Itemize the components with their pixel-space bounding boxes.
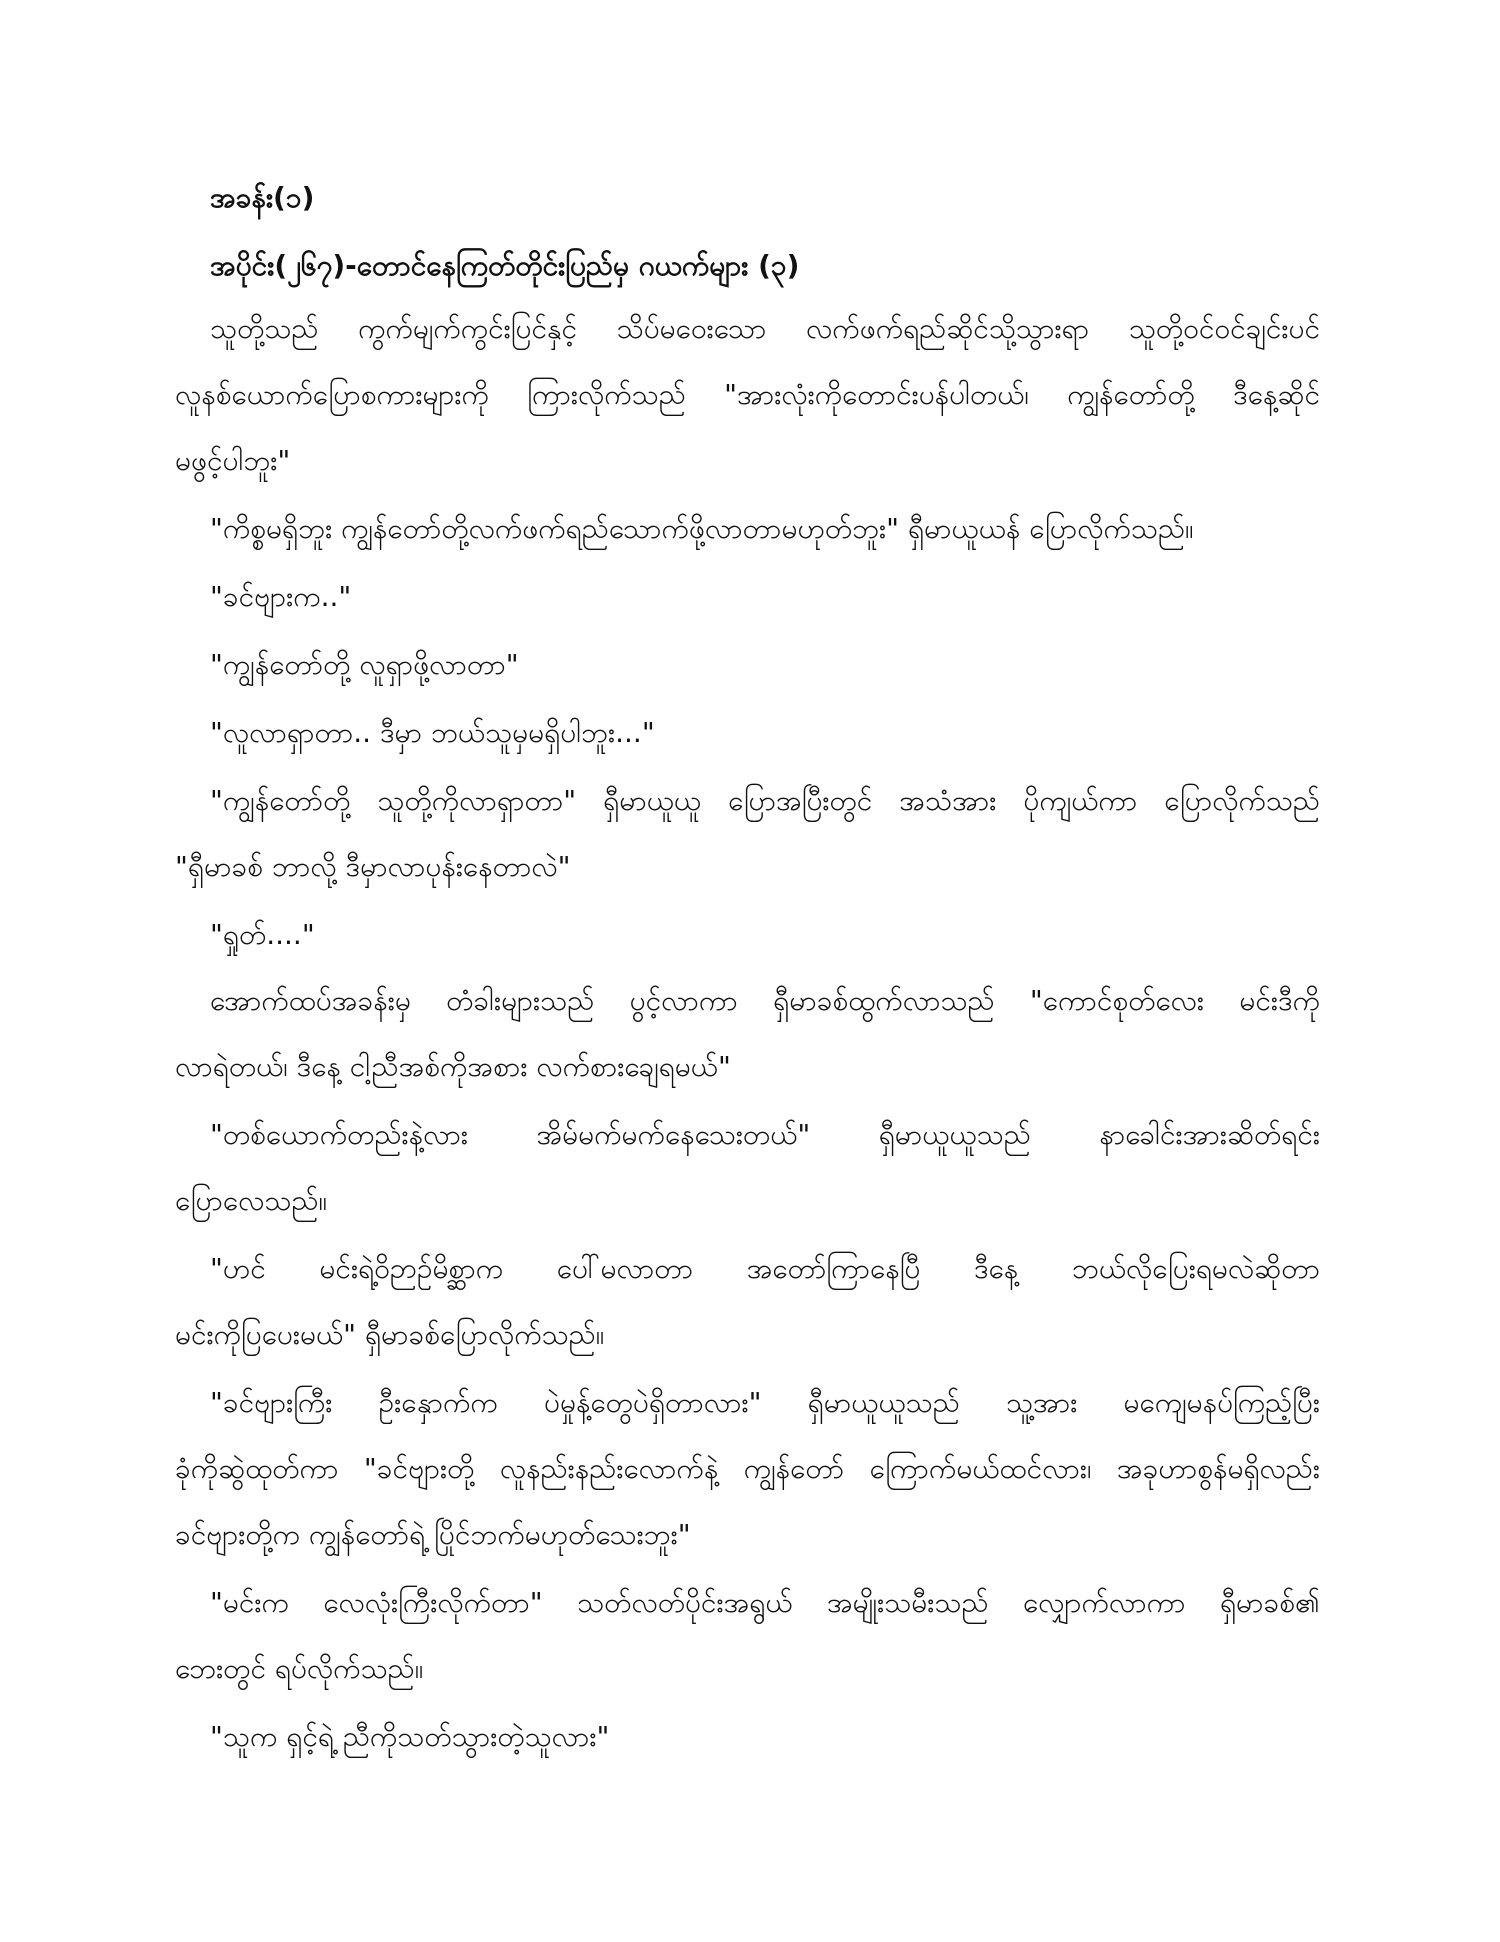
text-line: ဘေးတွင် ရပ်လိုက်သည်။: [175, 1652, 424, 1685]
text-line: ခင်ဗျားတို့က ကျွန်တော်ရဲ့ ပြိုင်ဘက်မဟုတ်သေးဘူး": [175, 1518, 691, 1551]
text-line: "ရှီမာခစ် ဘာလို့ ဒီမှာလာပုန်းနေတာလဲ": [175, 850, 571, 883]
text-line: "လူလာရှာတာ.. ဒီမှာ ဘယ်သူမှမရှိပါဘူး...": [210, 716, 655, 749]
text-line: ပြောလေသည်။: [175, 1184, 328, 1217]
text-line: "ခင်ဗျားကြီး ဦးနှောက်က ပဲမှုန့်တွေပဲရှိတာလား" ရှီမာယူယူသည် သူ့အား မကျေမနပ်ကြည့်ပြီး: [210, 1386, 1320, 1419]
text-line: "မင်းက လေလုံးကြီးလိုက်တာ" သတ်လတ်ပိုင်းအရွယ် အမျိုးသမီးသည် လျှောက်လာကာ ရှီမာခစ်၏: [210, 1586, 1320, 1619]
text-line: မင်းကိုပြပေးမယ်" ရှီမာခစ်ပြောလိုက်သည်။: [175, 1318, 605, 1351]
text-line: လာရဲတယ်၊ ဒီနေ့ ငါ့ညီအစ်ကိုအစား လက်စားချေရမယ်": [175, 1050, 731, 1083]
text-line: ခုံကိုဆွဲထုတ်ကာ "ခင်ဗျားတို့ လူနည်းနည်းလောက်နဲ့ ကျွန်တော် ကြောက်မယ်ထင်လား၊ အခုဟာစွန်မရှိလည်း: [175, 1452, 1320, 1485]
text-line: မဖွင့်ပါဘူး": [175, 444, 291, 477]
text-line: "တစ်ယောက်တည်းနဲ့လား အိမ်မက်မက်နေသေးတယ်" ရှီမာယူယူသည် နာခေါင်းအားဆိတ်ရင်း: [210, 1118, 1320, 1151]
text-line: "ရှုတ်....": [210, 918, 315, 951]
text-line: "ဟင် မင်းရဲ့ဝိဉာဉ်မိစ္ဆာက ပေါ်မလာတာ အတော်ကြာနေပြီ ဒီနေ့ ဘယ်လိုပြေးရမလဲဆိုတာ: [210, 1252, 1320, 1285]
text-line: "ခင်ဗျားက..": [210, 580, 352, 613]
section-title: အပိုင်း(၂၆၇)-တောင်နေကြတ်တိုင်းပြည်မှ ဂယက်များ (၃): [210, 249, 800, 282]
text-line: လူနစ်ယောက်ပြောစကားများကို ကြားလိုက်သည် "အားလုံးကိုတောင်းပန်ပါတယ်၊ ကျွန်တော်တို့ ဒီနေ့ဆိုင်: [175, 378, 1320, 411]
text-line: "ကျွန်တော်တို့ လူရှာဖို့လာတာ": [210, 648, 519, 681]
text-line: သူတို့သည် ကွက်မျက်ကွင်းပြင်နှင့် သိပ်မဝေးသော လက်ဖက်ရည်ဆိုင်သို့သွားရာ သူတို့ဝင်ဝင်ချင်းပင်: [210, 312, 1320, 345]
chapter-heading: အခန်း(၁): [210, 181, 315, 214]
text-line: "သူက ရှင့်ရဲ့ ညီကိုသတ်သွားတဲ့သူလား": [210, 1720, 610, 1753]
text-line: "ကျွန်တော်တို့ သူတို့ကိုလာရှာတာ" ရှီမာယူယူ ပြောအပြီးတွင် အသံအား ပိုကျယ်ကာ ပြောလိုက်သည်: [210, 784, 1320, 817]
text-line: "ကိစ္စမရှိဘူး ကျွန်တော်တို့လက်ဖက်ရည်သောက်ဖို့လာတာမဟုတ်ဘူး" ရှီမာယူယန် ပြောလိုက်သည်။: [210, 512, 1194, 545]
text-line: အောက်ထပ်အခန်းမှ တံခါးများသည် ပွင့်လာကာ ရှီမာခစ်ထွက်လာသည် "ကောင်စုတ်လေး မင်းဒီကို: [210, 984, 1320, 1017]
